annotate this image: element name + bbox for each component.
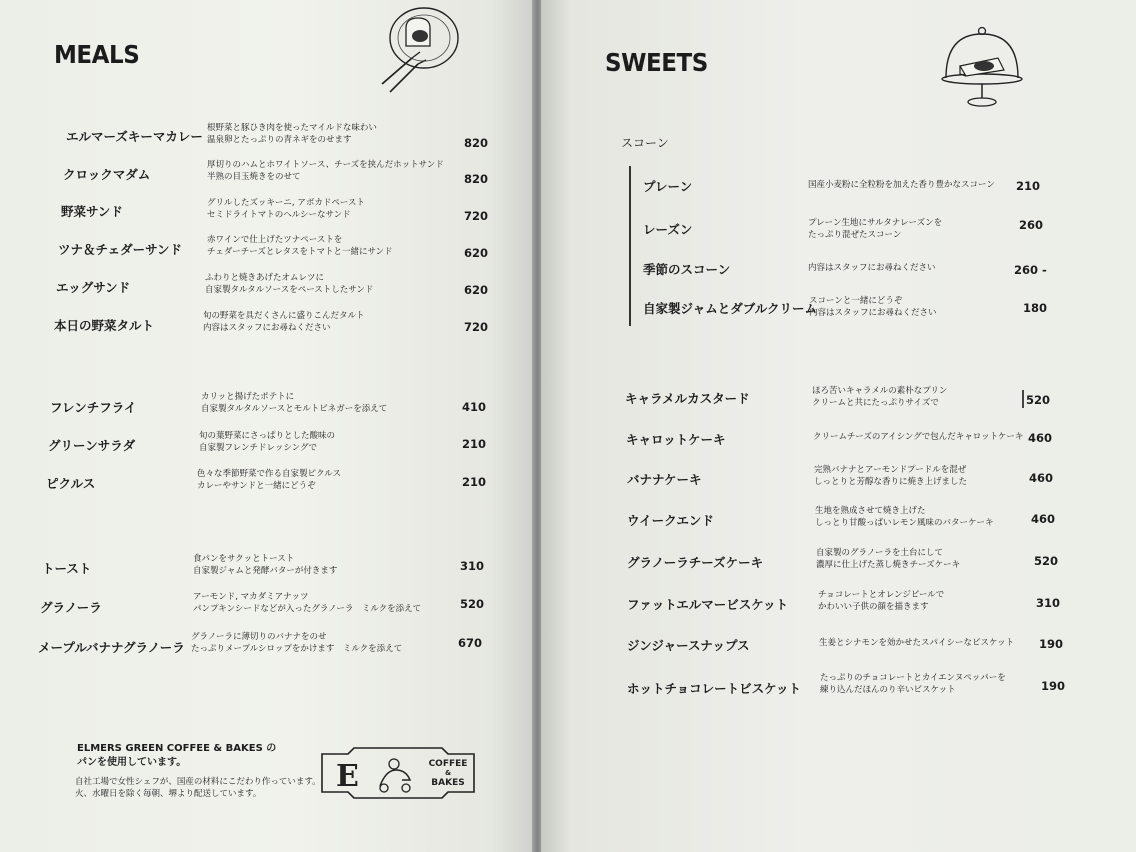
- menu-item-name: ホットチョコレートビスケット: [627, 681, 802, 696]
- menu-item-desc: 色々な季節野菜で作る自家製ピクルス カレーやサンドと一緒にどうぞ: [197, 469, 341, 491]
- menu-item-price: 520: [1026, 393, 1051, 407]
- scone-header: スコーン: [621, 136, 669, 150]
- meals-title: MEALS: [54, 40, 140, 69]
- menu-item-price: 520: [1034, 554, 1059, 568]
- menu-item-price: 720: [464, 320, 489, 334]
- menu-item-name: 自家製ジャムとダブルクリーム: [643, 301, 818, 316]
- menu-item-name: グラノーラチーズケーキ: [627, 555, 764, 570]
- menu-item-price: 190: [1041, 679, 1066, 693]
- menu-item-name: キャロットケーキ: [626, 432, 726, 447]
- right-menu-page: [541, 0, 1136, 852]
- menu-item-desc: 生地を熟成させて焼き上げた しっとり甘酸っぱいレモン風味のバターケーキ: [815, 506, 994, 528]
- logo-word-and: &: [444, 769, 452, 777]
- menu-item-price: 260 -: [1014, 263, 1047, 277]
- logo-word-coffee: COFFEE: [428, 759, 468, 769]
- left-menu-page: [0, 0, 534, 852]
- menu-item-name: ジンジャースナップス: [627, 638, 750, 653]
- menu-item-name: レーズン: [643, 222, 693, 237]
- logo-word-bakes: BAKES: [431, 778, 465, 788]
- logo-letter: E: [336, 759, 359, 794]
- menu-item-name: エルマーズキーマカレー: [66, 129, 203, 144]
- menu-item-price: 210: [1016, 179, 1041, 193]
- menu-item-desc: 食パンをサクッとトースト 自家製ジャムと発酵バターが付きます: [193, 554, 338, 576]
- menu-item-price: 820: [464, 136, 489, 150]
- menu-item-desc: 完熟バナナとアーモンドプードルを混ぜ しっとりと芳醇な香りに焼き上げました: [814, 465, 968, 487]
- menu-item-desc: 自家製のグラノーラを土台にして 濃厚に仕上げた蒸し焼きチーズケーキ: [816, 548, 961, 570]
- menu-item-price: 210: [462, 475, 487, 489]
- menu-item-desc: チョコレートとオレンジピールで かわいい子供の顔を描きます: [818, 590, 945, 612]
- menu-item-price: 410: [462, 400, 487, 414]
- menu-item-price: 820: [464, 172, 489, 186]
- menu-item-desc: 根野菜と豚ひき肉を使ったマイルドな味わい 温泉卵とたっぷりの青ネギをのせます: [207, 123, 377, 145]
- menu-item-price: 620: [464, 246, 489, 260]
- footer-title: ELMERS GREEN COFFEE & BAKES の パンを使用しています。: [77, 743, 277, 768]
- menu-item-price: 260: [1019, 218, 1044, 232]
- scone-group-bracket: [629, 166, 631, 326]
- menu-item-name: グリーンサラダ: [48, 438, 136, 453]
- menu-item-desc: 厚切りのハムとホワイトソース、チーズを挟んだホットサンド 半熟の目玉焼きをのせて: [207, 160, 444, 182]
- menu-item-name: トースト: [42, 561, 92, 576]
- menu-item-desc: ほろ苦いキャラメルの素朴なプリン クリームと共にたっぷりサイズで: [812, 386, 948, 408]
- cake-under-dome-icon: [936, 22, 1028, 112]
- menu-item-price: 310: [1036, 596, 1061, 610]
- menu-item-name: フレンチフライ: [50, 400, 137, 415]
- menu-item-name: バナナケーキ: [627, 472, 702, 487]
- menu-item-price: 460: [1028, 431, 1053, 445]
- menu-item-desc: たっぷりのチョコレートとカイエンヌペッパーを 練り込んだほんのり辛いビスケット: [820, 673, 1006, 695]
- footer-desc: 自社工場で女性シェフが、国産の材料にこだわり作っています。 火、水曜日を除く毎朝、堺より配送しています。: [75, 777, 321, 799]
- menu-item-name: グラノーラ: [40, 600, 102, 615]
- menu-item-price: 180: [1023, 301, 1048, 315]
- menu-item-desc: 旬の野菜を具だくさんに盛りこんだタルト 内容はスタッフにお尋ねください: [203, 311, 365, 333]
- menu-item-desc: 国産小麦粉に全粒粉を加えた香り豊かなスコーン: [808, 180, 995, 190]
- menu-item-desc: アーモンド, マカダミアナッツ パンプキンシードなどが入ったグラノーラ ミルクを添えて: [193, 592, 422, 614]
- menu-item-desc: ふわりと焼きあげたオムレツに 自家製タルタルソースをペーストしたサンド: [205, 273, 374, 295]
- coffee-bakes-logo: [318, 744, 478, 802]
- menu-item-name: メープルバナナグラノーラ: [38, 640, 185, 655]
- menu-item-name: クロックマダム: [63, 167, 151, 182]
- menu-item-name: ファットエルマービスケット: [627, 597, 789, 612]
- menu-item-desc: 生姜とシナモンを効かせたスパイシーなビスケット: [819, 638, 1015, 648]
- menu-item-desc: グラノーラに薄切りのバナナをのせ たっぷりメープルシロップをかけます ミルクを添えて: [191, 632, 403, 654]
- price-marker-line: [1022, 390, 1024, 408]
- menu-item-desc: プレーン生地にサルタナレーズンを たっぷり混ぜたスコーン: [808, 218, 943, 240]
- menu-item-desc: クリームチーズのアイシングで包んだキャロットケーキ: [813, 432, 1024, 442]
- menu-item-price: 670: [458, 636, 483, 650]
- menu-item-name: エッグサンド: [56, 280, 131, 295]
- menu-item-desc: 赤ワインで仕上げたツナペーストを チェダーチーズとレタスをトマトと一緒にサンド: [207, 235, 393, 257]
- menu-item-price: 460: [1029, 471, 1054, 485]
- sweets-title: SWEETS: [605, 48, 708, 77]
- menu-item-name: ウイークエンド: [627, 513, 714, 528]
- menu-item-desc: スコーンと一緒にどうぞ 内容はスタッフにお尋ねください: [809, 296, 937, 318]
- menu-item-name: 本日の野菜タルト: [54, 318, 155, 333]
- menu-item-desc: 内容はスタッフにお尋ねください: [808, 263, 936, 273]
- menu-item-price: 190: [1039, 637, 1064, 651]
- menu-item-name: 野菜サンド: [61, 204, 123, 219]
- menu-item-price: 620: [464, 283, 489, 297]
- toast-on-plate-icon: [368, 4, 468, 100]
- menu-item-desc: グリルしたズッキーニ, アボカドペースト セミドライトマトのヘルシーなサンド: [207, 198, 365, 220]
- menu-item-name: プレーン: [643, 179, 693, 194]
- menu-item-price: 720: [464, 209, 489, 223]
- menu-item-price: 520: [460, 597, 485, 611]
- menu-item-name: キャラメルカスタード: [625, 391, 750, 406]
- menu-item-name: ツナ＆チェダーサンド: [58, 242, 183, 257]
- menu-item-desc: 旬の葉野菜にさっぱりとした酸味の 自家製フレンチドレッシングで: [199, 431, 336, 453]
- menu-item-price: 460: [1031, 512, 1056, 526]
- menu-item-desc: カリッと揚げたポテトに 自家製タルタルソースとモルトビネガーを添えて: [201, 392, 388, 414]
- menu-item-name: ピクルス: [46, 476, 96, 491]
- menu-item-price: 310: [460, 559, 485, 573]
- menu-item-price: 210: [462, 437, 487, 451]
- menu-item-name: 季節のスコーン: [643, 262, 731, 277]
